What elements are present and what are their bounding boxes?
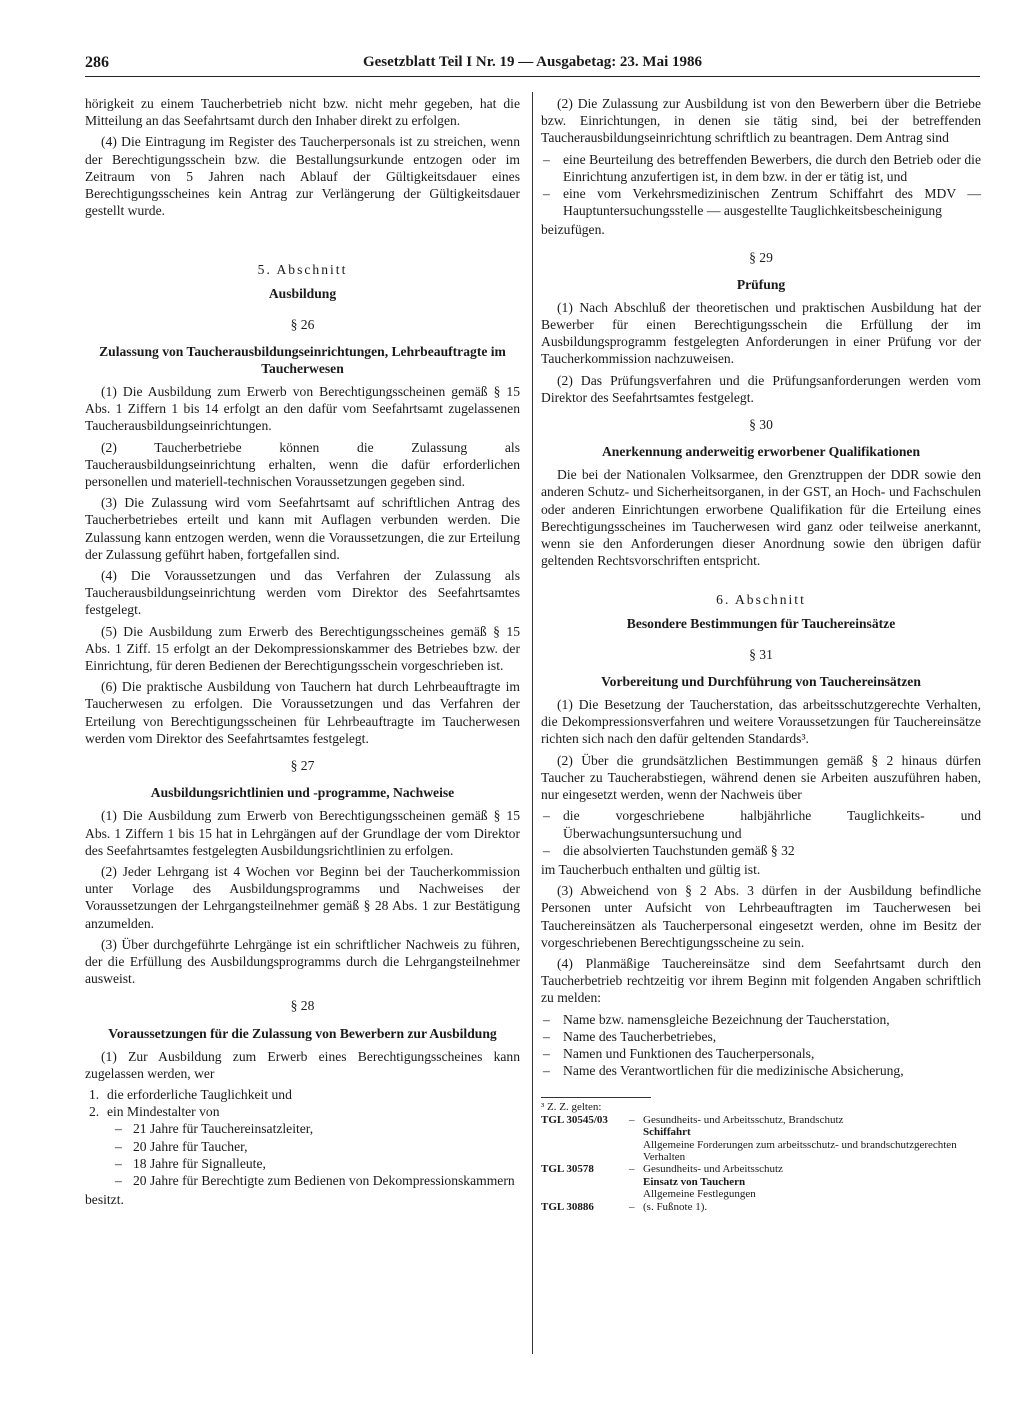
column-divider	[532, 92, 533, 1354]
list-item: – eine vom Verkehrsmedizinischen Zentrum Schiffahrt des MDV — Hauptuntersuchungsstelle — ausgestellte Tauglichkeitsbescheinigung	[541, 185, 981, 219]
paragraph: (4) Die Voraussetzungen und das Verfahren der Zulassung als Taucherausbildungseinrichtung werden vom Direktor des Seefahrtsamtes festgelegt.	[85, 568, 520, 618]
paragraph-title: Vorbereitung und Durchführung von Tauchereinsätzen	[601, 674, 921, 690]
page-header	[85, 52, 980, 77]
numbered-list	[85, 1086, 520, 1120]
list-item: – Namen und Funktionen des Taucherpersonals,	[541, 1045, 981, 1062]
paragraph: (2) Die Zulassung zur Ausbildung ist von den Bewerbern über die Betriebe bzw. Einrichtungen, in denen sie tätig sind, bei der betreffenden Taucherausbildungseinrichtung schriftlich zu beantragen. Dem Antrag sind	[541, 96, 981, 146]
dash-list	[541, 1011, 981, 1080]
list-item: – eine Beurteilung des betreffenden Bewerbers, die durch den Betrieb oder die Einrichtung anzufertigen ist, in dem bzw. in der er tätig ist, und	[541, 151, 981, 185]
paragraph: (1) Die Ausbildung zum Erwerb von Berechtigungsscheinen gemäß § 15 Abs. 1 Ziffern 1 bis 14 erfolgt an den dafür vom Seefahrtsamt zugelassenen Taucherausbildungseinrichtungen.	[85, 384, 520, 434]
list-item: – Name des Taucherbetriebes,	[541, 1028, 981, 1045]
paragraph: beizufügen.	[541, 222, 605, 238]
paragraph-title: Voraussetzungen für die Zulassung von Bewerbern zur Ausbildung	[108, 1025, 497, 1041]
paragraph: (2) Taucherbetriebe können die Zulassung als Taucherausbildungseinrichtung erhalten, wenn die dafür erforderlichen personellen und materiell-technischen Voraussetzungen gegeben sind.	[85, 439, 520, 490]
paragraph-title: Prüfung	[736, 276, 786, 292]
paragraph: (6) Die praktische Ausbildung von Tauchern hat durch Lehrbeauftragte im Taucherwesen zu erfolgen. Die Voraussetzungen und das Verfahren der Erteilung von Berechtigungsscheinen für Lehrbeauftragte im Taucherwesen werden vom Direktor des Seefahrtsamtes festgelegt.	[85, 679, 520, 746]
paragraph-title: Ausbildungsrichtlinien und -programme, Nachweise	[150, 785, 455, 801]
list-item: – 20 Jahre für Taucher,	[85, 1138, 520, 1155]
paragraph-title: Anerkennung anderweitig erworbener Qualifikationen	[601, 444, 921, 460]
footnote-row: TGL 30886 – (s. Fußnote 1).	[541, 1200, 708, 1213]
publication-title: Gesetzblatt Teil I Nr. 19 — Ausgabetag: 23. Mai 1986	[362, 54, 703, 70]
list-item: – Name des Verantwortlichen für die medizinische Absicherung,	[541, 1062, 981, 1079]
paragraph: (1) Zur Ausbildung zum Erwerb eines Berechtigungsscheines kann zugelassen werden, wer	[85, 1048, 520, 1081]
paragraph: (3) Über durchgeführte Lehrgänge ist ein schriftlicher Nachweis zu führen, der die Erfüllung des Ausbildungsprogramms durch die Lehrgangsteilnehmer ausweist.	[85, 936, 520, 987]
paragraph: hörigkeit zu einem Taucherbetrieb nicht bzw. nicht mehr gegeben, hat die Mitteilung an das Seefahrtsamt durch den Inhaber direkt zu erfolgen.	[85, 96, 520, 129]
footnote-block	[541, 1114, 981, 1213]
left-column	[85, 95, 520, 1212]
paragraph: (1) Die Besetzung der Taucherstation, das arbeitsschutzgerechte Verhalten, die Dekompressionsverfahren und weitere Voraussetzungen für Tauchereinsätze richten sich nach den dafür geltenden Standards³.	[541, 697, 981, 747]
paragraph: Die bei der Nationalen Volksarmee, den Grenztruppen der DDR sowie den anderen Schutz- und Sicherheitsorganen, in der GST, an Hoch- und Fachschulen oder anderen Einrichtungen erworbene Qualifikation für die Erteilung eines Berechtigungsscheines im Taucherwesen wird ganz oder teilweise anerkannt, wenn sie den Anforderungen dieser Anordnung sowie den übrigen dafür geltenden Rechtsvorschriften entspricht.	[541, 467, 981, 569]
paragraph: (1) Die Ausbildung zum Erwerb von Berechtigungsscheinen gemäß § 15 Abs. 1 Ziffern 1 bis 15 hat in Lehrgängen auf der Grundlage der vom Direktor des Seefahrtsamtes festgelegten Ausbildungsrichtlinien zu erfolgen.	[85, 808, 520, 858]
list-item: – die vorgeschriebene halbjährliche Tauglichkeits- und Überwachungsuntersuchung und	[541, 807, 981, 841]
paragraph: (5) Die Ausbildung zum Erwerb des Berechtigungsscheines gemäß § 15 Abs. 1 Ziff. 15 erfolgt an der Dekompressionskammer des Betriebes bzw. der Einrichtung, für deren Bedienen der Berechtigungsschein vorgeschrieben ist.	[85, 623, 520, 674]
paragraph-number: § 27	[290, 758, 315, 774]
paragraph-number: § 29	[749, 249, 773, 265]
page-number: 286	[85, 54, 109, 71]
section-heading: 6. Abschnitt	[716, 592, 806, 608]
paragraph-number: § 28	[290, 998, 315, 1014]
paragraph: (4) Die Eintragung im Register des Taucherpersonals ist zu streichen, wenn der Berechtigungsschein bzw. die Bestallungsurkunde entzogen oder im Zeitraum von 5 Jahren nach Ablauf der Gültigkeitsdauer eines Berechtigungsscheines kein Antrag zur Verlängerung der Gültigkeitsdauer gestellt wurde.	[85, 134, 520, 219]
paragraph: (2) Über die grundsätzlichen Bestimmungen gemäß § 2 hinaus dürfen Taucher zu Taucherabstiegen, während denen sie Arbeiten auszuführen haben, nur eingesetzt werden, wenn der Nachweis über	[541, 752, 981, 803]
paragraph-number: § 30	[749, 417, 773, 433]
paragraph: (3) Abweichend von § 2 Abs. 3 dürfen in der Ausbildung befindliche Personen unter Aufsicht von Lehrbeauftragten im Taucherwesen bei Tauchereinsätzen als Taucherpersonal eingesetzt werden, ohne im Besitz der vorgeschriebenen Berechtigungsscheine zu sein.	[541, 883, 981, 950]
dash-list	[541, 807, 981, 859]
list-item: – Name bzw. namensgleiche Bezeichnung der Taucherstation,	[541, 1011, 981, 1028]
paragraph: (2) Das Prüfungsverfahren und die Prüfungsanforderungen werden vom Direktor des Seefahrtsamtes festgelegt.	[541, 372, 981, 405]
paragraph: im Taucherbuch enthalten und gültig ist.	[541, 861, 761, 877]
paragraph: (4) Planmäßige Tauchereinsätze sind dem Seefahrtsamt durch den Taucherbetrieb rechtzeitig vor ihrem Beginn mit folgenden Angaben schriftlich zu melden:	[541, 955, 981, 1006]
list-item: – 21 Jahre für Tauchereinsatzleiter,	[85, 1120, 520, 1137]
list-item: 2. ein Mindestalter von	[89, 1104, 220, 1120]
age-list	[85, 1120, 520, 1189]
footnote-row: TGL 30578 – Gesundheits- und Arbeitsschutz Einsatz von Tauchern Allgemeine Festlegungen	[541, 1163, 783, 1201]
paragraph-number: § 26	[290, 316, 315, 332]
right-column	[541, 95, 981, 1213]
list-item: – 20 Jahre für Berechtigte zum Bedienen von Dekompressionskammern	[85, 1172, 520, 1189]
paragraph: besitzt.	[85, 1192, 124, 1208]
dash-list	[541, 151, 981, 220]
section-title: Besondere Bestimmungen für Tauchereinsätze	[626, 615, 896, 631]
section-title: Ausbildung	[268, 285, 337, 301]
list-item: – die absolvierten Tauchstunden gemäß § 32	[541, 842, 981, 859]
list-item: – 18 Jahre für Signalleute,	[85, 1155, 520, 1172]
list-item: 1. die erforderliche Tauglichkeit und	[89, 1086, 292, 1102]
section-heading: 5. Abschnitt	[257, 262, 348, 278]
paragraph: (2) Jeder Lehrgang ist 4 Wochen vor Beginn bei der Taucherkommission unter Vorlage des Ausbildungsprogramms und Nachweises der Voraussetzungen der Lehrgangsteilnehmer gemäß § 28 Abs. 1 zur Bestätigung anzumelden.	[85, 863, 520, 931]
footnote-intro: ³ Z. Z. gelten:	[541, 1097, 651, 1113]
paragraph: (3) Die Zulassung wird vom Seefahrtsamt auf schriftlichen Antrag des Taucherbetriebes erteilt und kann mit Auflagen verbunden werden. Die Zulassung kann entzogen werden, wenn die Voraussetzungen, die zur Erteilung der Zulassung geführt haben, fortgefallen sind.	[85, 495, 520, 562]
footnote-row: TGL 30545/03 – Gesundheits- und Arbeitsschutz, Brandschutz Schiffahrt Allgemeine Forderungen zum arbeitsschutz- und brandschutzgerechten Verhalten	[541, 1113, 957, 1163]
paragraph-number: § 31	[749, 646, 773, 662]
paragraph-title: Zulassung von Taucherausbildungseinrichtungen, Lehrbeauftragte im Taucherwesen	[99, 344, 506, 377]
paragraph: (1) Nach Abschluß der theoretischen und praktischen Ausbildung hat der Bewerber für einen Berechtigungsschein die Erfüllung der im Ausbildungsprogramm festgelegten Anforderungen in einer Prüfung vor der Taucherkommission nachzuweisen.	[541, 299, 981, 367]
